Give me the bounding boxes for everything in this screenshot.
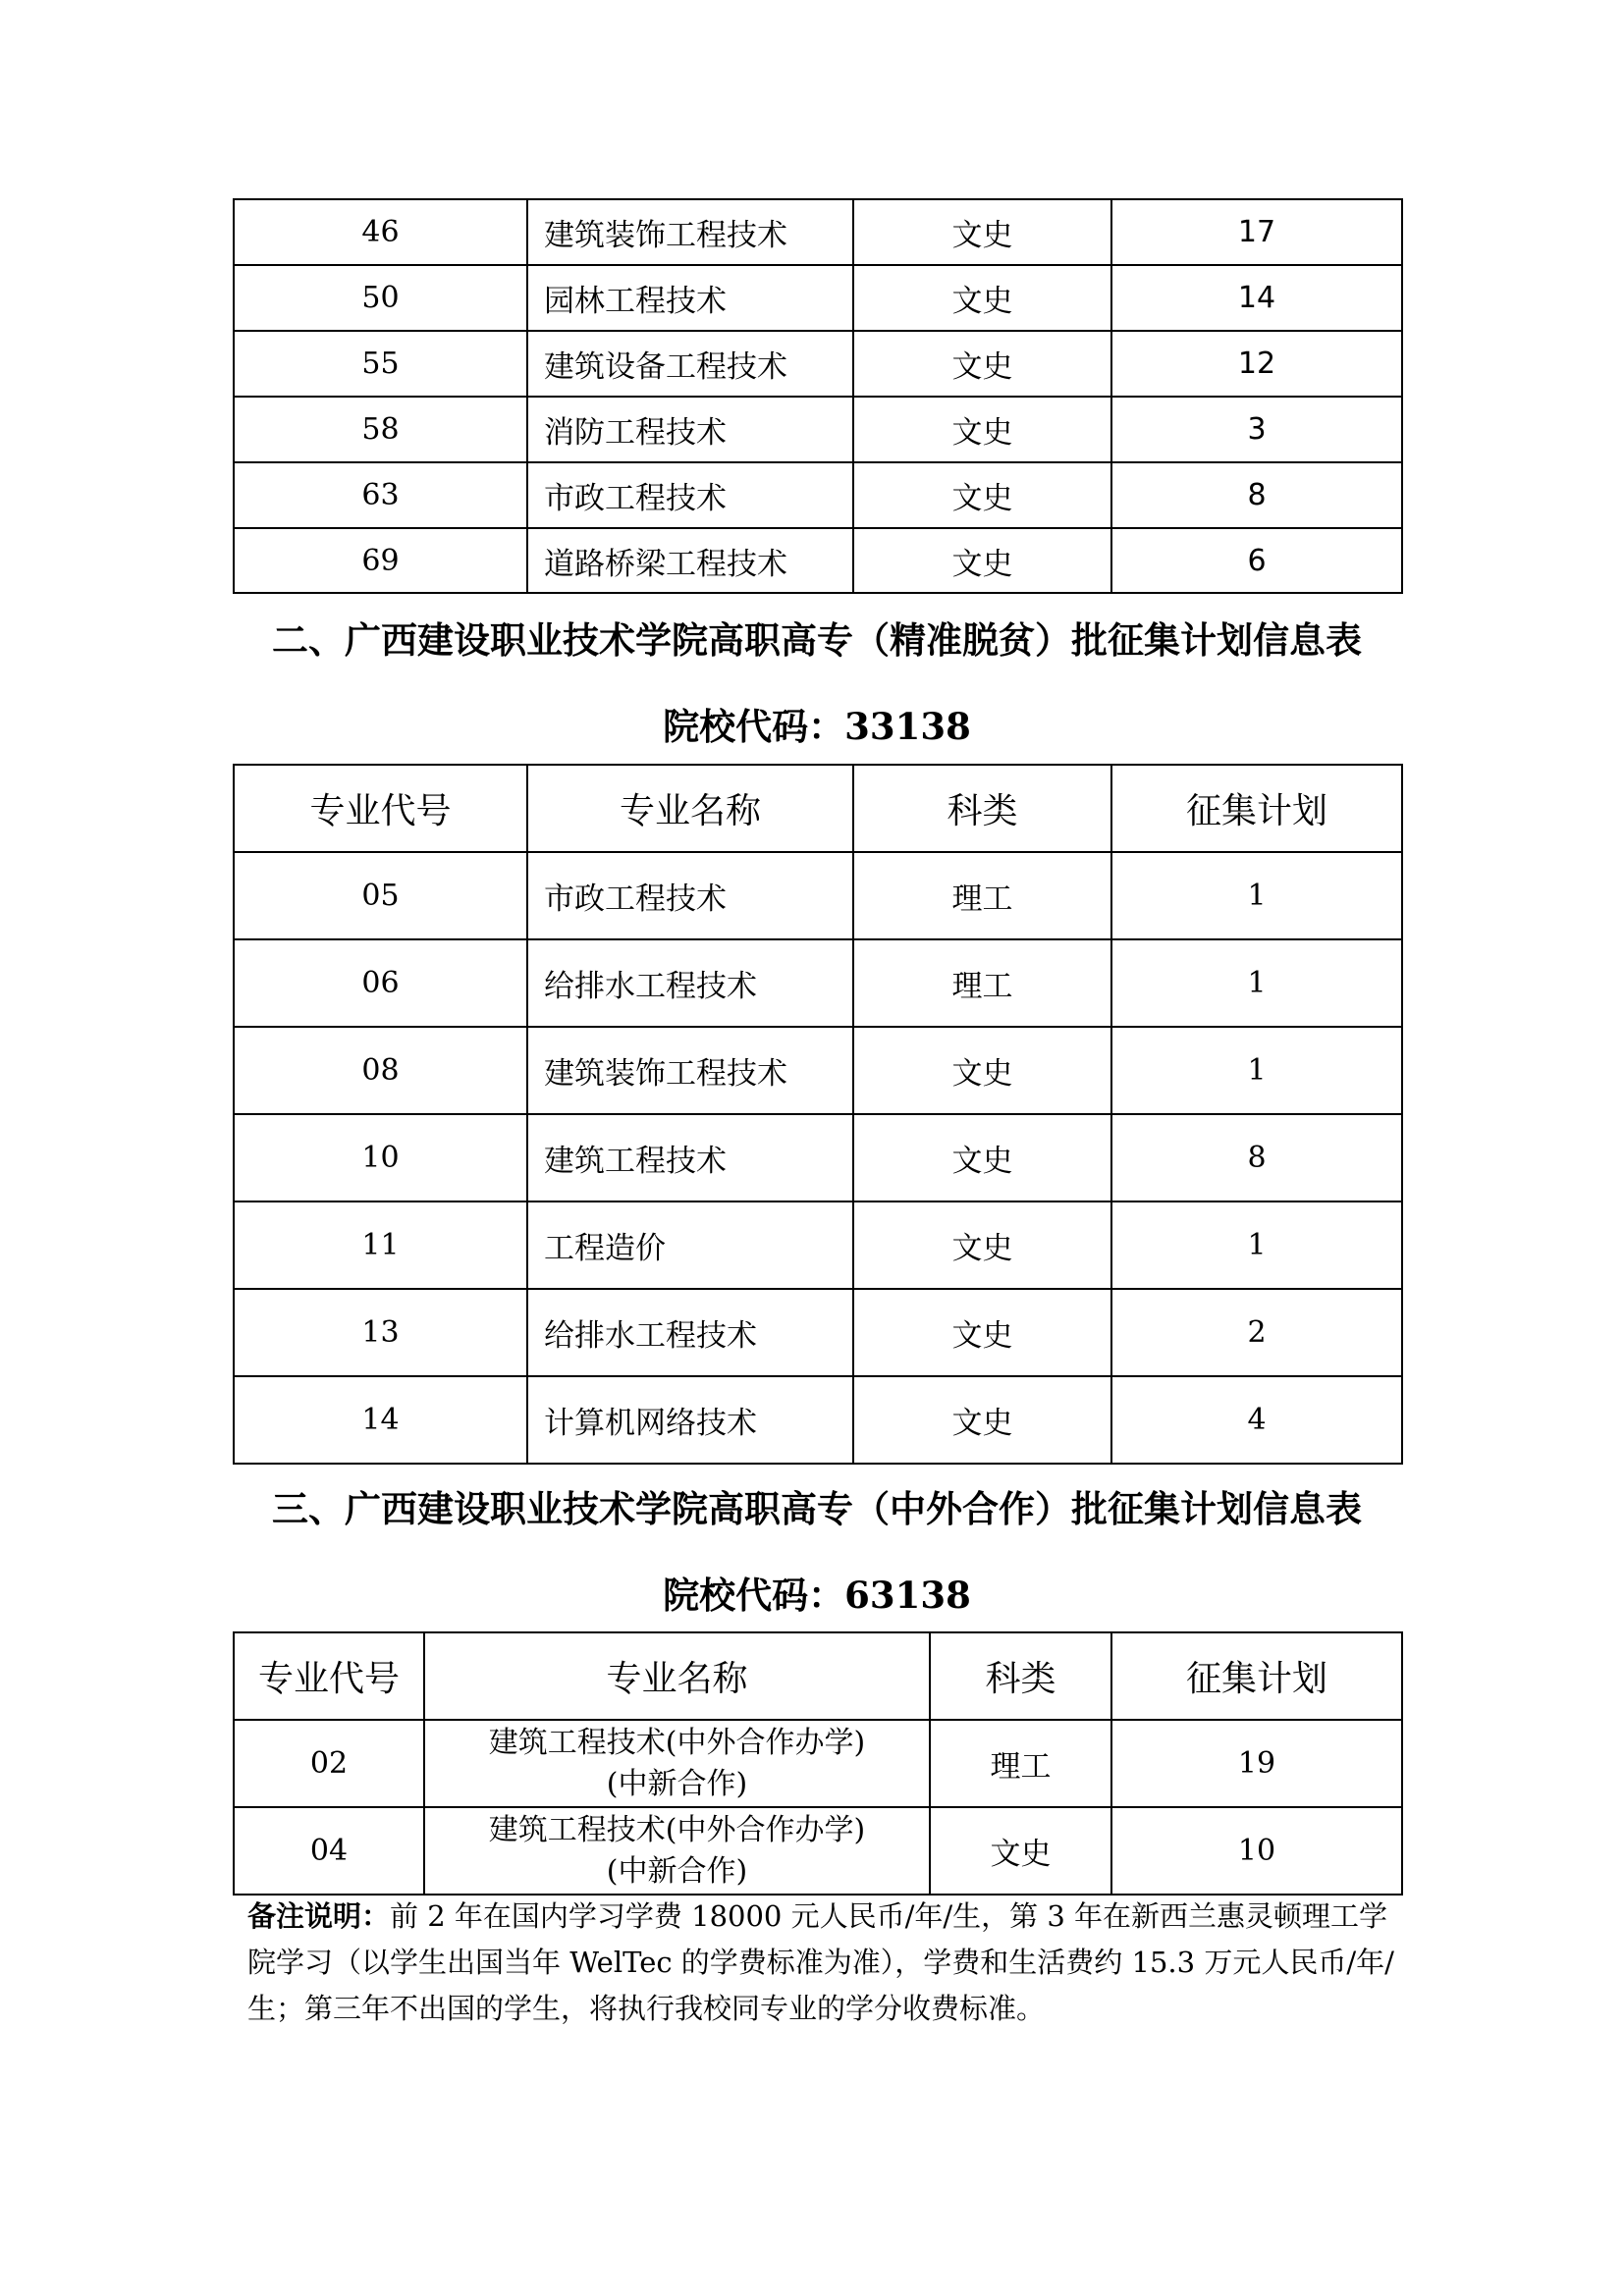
table-row	[234, 1289, 1402, 1376]
cell-name-line2: (中新合作)	[606, 1766, 748, 1801]
cell-category: 文史	[853, 397, 1111, 462]
cell-category: 文史	[853, 1114, 1111, 1201]
cell-plan: 17	[1111, 199, 1402, 265]
table-row	[234, 265, 1402, 331]
cell-category: 文史	[853, 331, 1111, 397]
table-header-row	[234, 765, 1402, 852]
remarks-label: 备注说明：	[247, 1899, 391, 1933]
cell-plan: 1	[1111, 939, 1402, 1027]
header-code: 专业代号	[234, 1632, 424, 1720]
table-row	[234, 1720, 1402, 1807]
table-header-row	[234, 1632, 1402, 1720]
table-continuation	[233, 198, 1403, 594]
cell-category: 文史	[853, 1376, 1111, 1464]
section2-school-code: 院校代码：33138	[663, 705, 971, 748]
cell-code: 55	[234, 331, 527, 397]
cell-name: 建筑装饰工程技术	[527, 199, 853, 265]
cell-plan: 14	[1111, 265, 1402, 331]
remarks-note	[247, 1894, 1396, 2032]
cell-code: 50	[234, 265, 527, 331]
cell-name-line1: 建筑工程技术(中外合作办学)	[488, 1812, 866, 1847]
cell-code: 69	[234, 528, 527, 593]
cell-plan: 4	[1111, 1376, 1402, 1464]
cell-name-line2: (中新合作)	[606, 1853, 748, 1889]
cell-name: 建筑设备工程技术	[527, 331, 853, 397]
table-row	[234, 1376, 1402, 1464]
cell-code: 08	[234, 1027, 527, 1114]
cell-code: 02	[234, 1720, 424, 1807]
table-row	[234, 331, 1402, 397]
section3-title: 三、广西建设职业技术学院高职高专（中外合作）批征集计划信息表	[272, 1487, 1362, 1530]
cell-code: 05	[234, 852, 527, 939]
table-section3	[233, 1631, 1403, 1896]
cell-name: 市政工程技术	[527, 852, 853, 939]
cell-name: 工程造价	[527, 1201, 853, 1289]
cell-code: 13	[234, 1289, 527, 1376]
cell-code: 10	[234, 1114, 527, 1201]
header-code: 专业代号	[234, 765, 527, 852]
table-row	[234, 462, 1402, 528]
cell-name-line1: 建筑工程技术(中外合作办学)	[488, 1725, 866, 1760]
cell-category: 文史	[853, 1289, 1111, 1376]
cell-code: 63	[234, 462, 527, 528]
cell-name: 道路桥梁工程技术	[527, 528, 853, 593]
table-row	[234, 1201, 1402, 1289]
cell-name: 市政工程技术	[527, 462, 853, 528]
cell-category: 文史	[853, 528, 1111, 593]
cell-category: 文史	[853, 265, 1111, 331]
table-row	[234, 1027, 1402, 1114]
cell-plan: 6	[1111, 528, 1402, 593]
table-row	[234, 397, 1402, 462]
cell-name: 园林工程技术	[527, 265, 853, 331]
cell-category: 理工	[853, 939, 1111, 1027]
cell-name: 计算机网络技术	[527, 1376, 853, 1464]
cell-name: 建筑装饰工程技术	[527, 1027, 853, 1114]
cell-category: 文史	[930, 1807, 1111, 1895]
cell-name	[424, 1720, 930, 1807]
cell-name: 消防工程技术	[527, 397, 853, 462]
cell-code: 14	[234, 1376, 527, 1464]
cell-plan: 8	[1111, 462, 1402, 528]
table-row	[234, 852, 1402, 939]
table-section2	[233, 764, 1403, 1465]
cell-category: 文史	[853, 1027, 1111, 1114]
table-row	[234, 528, 1402, 593]
cell-plan: 2	[1111, 1289, 1402, 1376]
cell-code: 11	[234, 1201, 527, 1289]
cell-code: 04	[234, 1807, 424, 1895]
cell-plan: 1	[1111, 1027, 1402, 1114]
section2-title: 二、广西建设职业技术学院高职高专（精准脱贫）批征集计划信息表	[272, 618, 1362, 662]
cell-category: 文史	[853, 1201, 1111, 1289]
cell-code: 06	[234, 939, 527, 1027]
table-row	[234, 939, 1402, 1027]
header-category: 科类	[853, 765, 1111, 852]
header-name: 专业名称	[527, 765, 853, 852]
cell-code: 46	[234, 199, 527, 265]
cell-plan: 10	[1111, 1807, 1402, 1895]
cell-plan: 3	[1111, 397, 1402, 462]
header-name: 专业名称	[424, 1632, 930, 1720]
cell-category: 文史	[853, 462, 1111, 528]
cell-plan: 1	[1111, 852, 1402, 939]
cell-category: 文史	[853, 199, 1111, 265]
table-row	[234, 1114, 1402, 1201]
cell-plan: 19	[1111, 1720, 1402, 1807]
table-row	[234, 199, 1402, 265]
cell-name: 建筑工程技术	[527, 1114, 853, 1201]
table-row	[234, 1807, 1402, 1895]
remarks-text: 前 2 年在国内学习学费 18000 元人民币/年/生，第 3 年在新西兰惠灵顿理工学院学习（以学生出国当年 WelTec 的学费标准为准），学费和生活费约 15.3 万元人民币/年/生；第三年不出国的学生，将执行我校同专业的学分收费标准。	[247, 1899, 1394, 2025]
cell-plan: 8	[1111, 1114, 1402, 1201]
cell-code: 58	[234, 397, 527, 462]
cell-plan: 12	[1111, 331, 1402, 397]
cell-name	[424, 1807, 930, 1895]
cell-plan: 1	[1111, 1201, 1402, 1289]
header-category: 科类	[930, 1632, 1111, 1720]
cell-name: 给排水工程技术	[527, 939, 853, 1027]
cell-category: 理工	[930, 1720, 1111, 1807]
cell-name: 给排水工程技术	[527, 1289, 853, 1376]
section3-school-code: 院校代码：63138	[663, 1574, 971, 1617]
cell-category: 理工	[853, 852, 1111, 939]
header-plan: 征集计划	[1111, 765, 1402, 852]
header-plan: 征集计划	[1111, 1632, 1402, 1720]
